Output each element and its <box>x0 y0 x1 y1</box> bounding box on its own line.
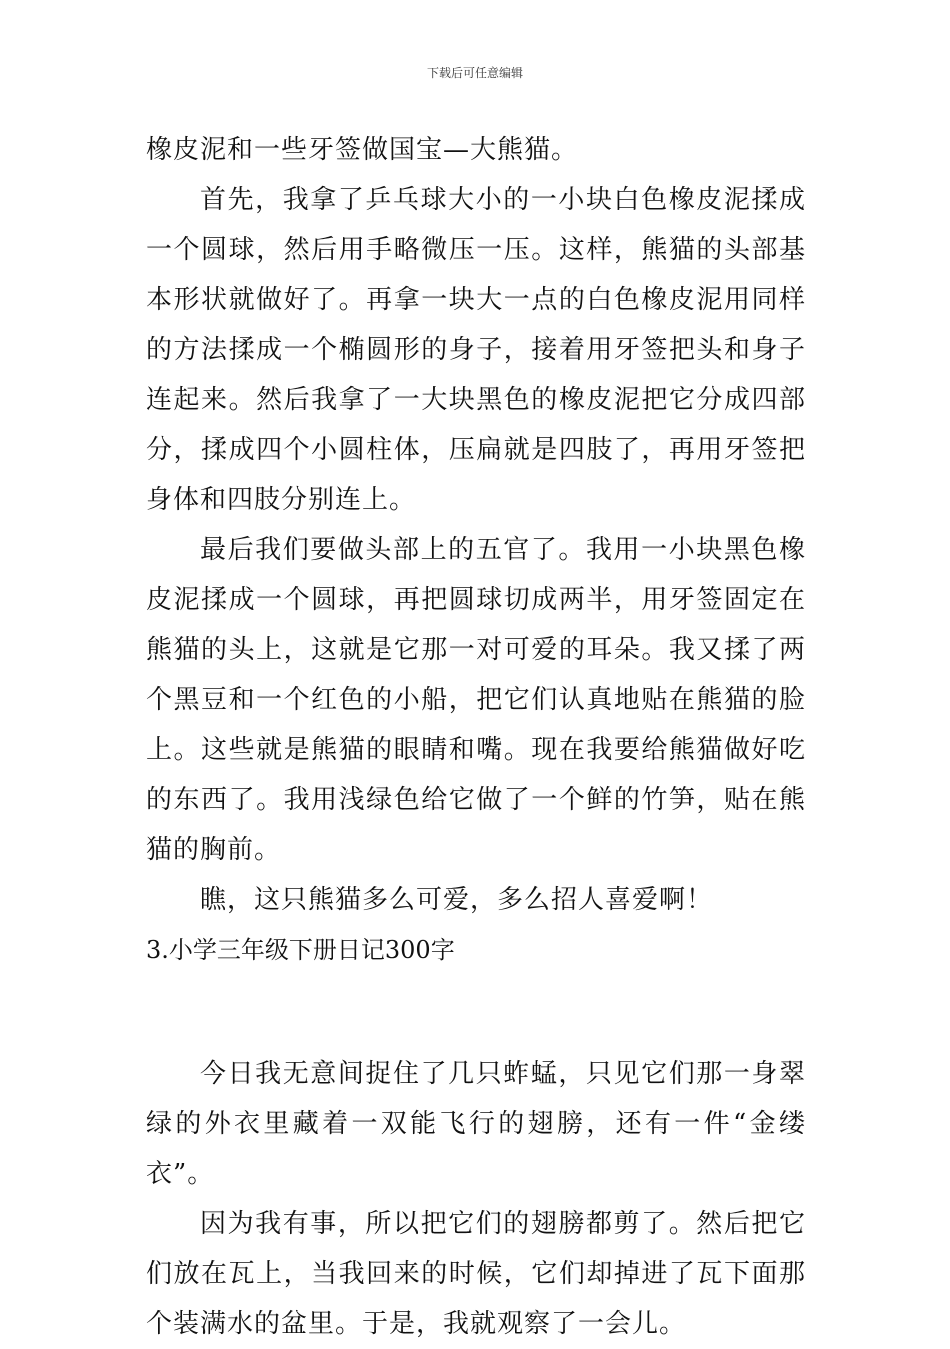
paragraph-conclusion: 瞧，这只熊猫多么可爱，多么招人喜爱啊！ <box>200 885 714 915</box>
section-heading: 3.小学三年级下册日记300字 <box>146 936 455 964</box>
page-header: 下载后可任意编辑 <box>426 66 523 80</box>
paragraph-grasshoppers: 今日我无意间捉住了几只蚱蜢，只见它们那一身翠绿的外衣里藏着一双能飞行的翅膀，还有一件“金缕衣”。 <box>146 1059 806 1189</box>
paragraph-head-and-body: 首先，我拿了乒乓球大小的一小块白色橡皮泥揉成一个圆球，然后用手略微压一压。这样，熊猫的头部基本形状就做好了。再拿一块大一点的白色橡皮泥用同样的方法揉成一个椭圆形的身子，接着用牙签把头和身子连起来。然后我拿了一大块黑色的橡皮泥把它分成四部分，揉成四个小圆柱体，压扁就是四肢了，再用牙签把身体和四肢分别连上。 <box>146 185 806 515</box>
paragraph-continuation: 橡皮泥和一些牙签做国宝—大熊猫。 <box>146 135 579 165</box>
paragraph-facial-features: 最后我们要做头部上的五官了。我用一小块黑色橡皮泥揉成一个圆球，再把圆球切成两半，用牙签固定在熊猫的头上，这就是它那一对可爱的耳朵。我又揉了两个黑豆和一个红色的小船，把它们认真地贴在熊猫的脸上。这些就是熊猫的眼睛和嘴。现在我要给熊猫做好吃的东西了。我用浅绿色给它做了一个鲜的竹笋，贴在熊猫的胸前。 <box>146 535 806 865</box>
section-spacer <box>146 975 806 1049</box>
document-body <box>146 125 806 1349</box>
paragraph-observation: 因为我有事，所以把它们的翅膀都剪了。然后把它们放在瓦上，当我回来的时候，它们却掉进了瓦下面那个装满水的盆里。于是，我就观察了一会儿。 <box>146 1209 806 1339</box>
